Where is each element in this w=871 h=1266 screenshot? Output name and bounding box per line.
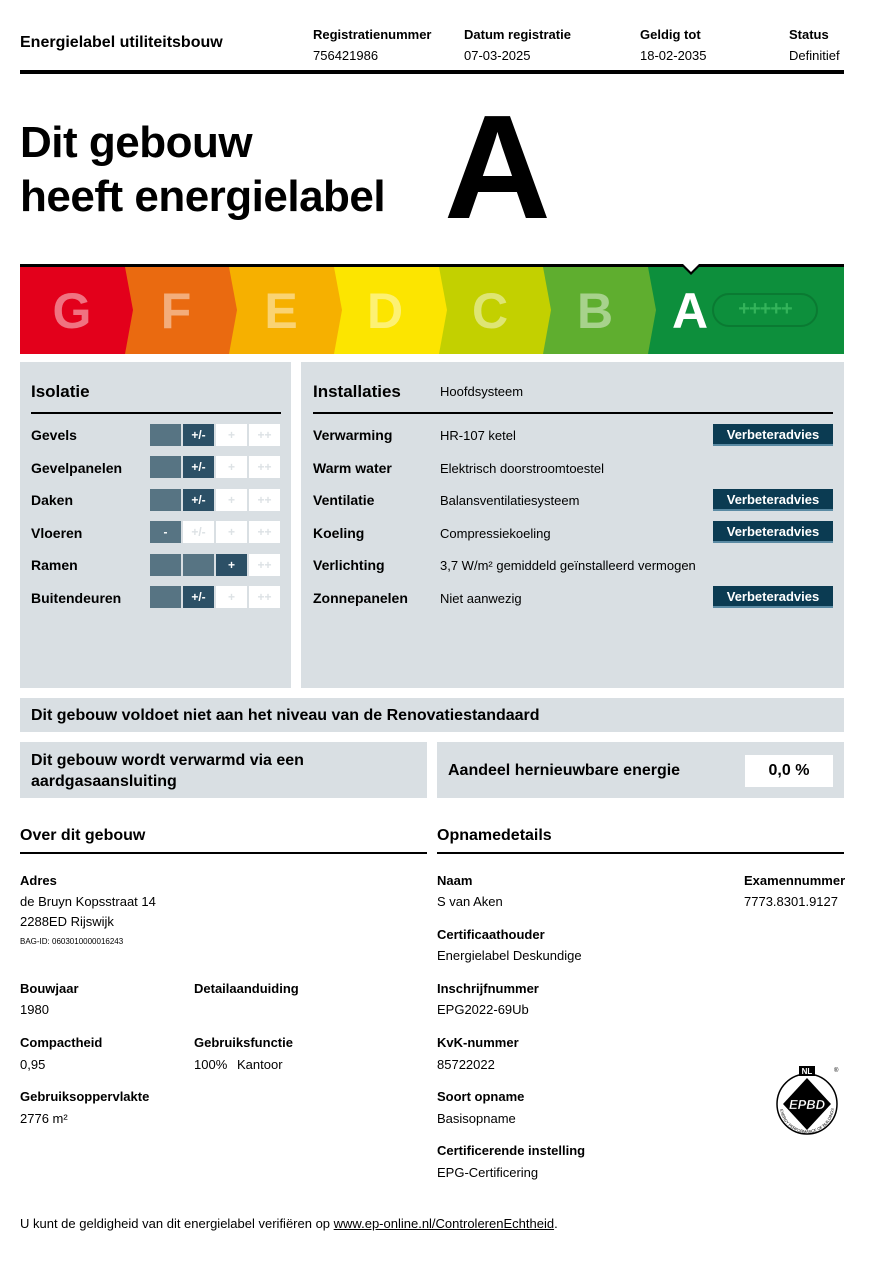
installatie-value-verlichting: 3,7 W/m² gemiddeld geïnstalleerd vermogen <box>440 558 696 573</box>
active-marker-inner <box>683 264 699 272</box>
svg-text:EPBD: EPBD <box>788 1097 826 1112</box>
datum-registratie <box>464 27 571 63</box>
isolatie-row-label: Vloeren <box>31 525 83 541</box>
datum-registratie-label: Datum registratie <box>464 27 571 42</box>
installatie-value-koeling: Compressiekoeling <box>440 526 551 541</box>
naam-value: S van Aken <box>437 894 503 909</box>
gebruiksfunctie-label: Gebruiksfunctie <box>194 1035 293 1050</box>
svg-text:®: ® <box>834 1068 839 1074</box>
isolatie-gauge <box>150 554 281 576</box>
verbeteradvies-button-zonnepanelen[interactable]: Verbeteradvies <box>713 586 833 608</box>
segment-d-letter: D <box>366 283 404 339</box>
isolatie-cell: +/- <box>183 586 214 608</box>
isolatie-row-label: Gevelpanelen <box>31 460 123 476</box>
hero-heading <box>20 116 385 224</box>
gebruiksoppervlakte-label: Gebruiksoppervlakte <box>20 1089 150 1104</box>
plus-indicator: +++++ <box>712 293 818 327</box>
certificaathouder-value: Energielabel Deskundige <box>437 948 582 963</box>
installatie-value-zonnepanelen: Niet aanwezig <box>440 591 522 606</box>
examennummer-label: Examennummer <box>744 873 846 888</box>
isolatie-cell <box>150 456 181 478</box>
hero-line-2: heeft energielabel <box>20 172 386 221</box>
opname-divider <box>437 852 844 854</box>
geldig-tot-value: 18-02-2035 <box>640 48 707 63</box>
certificaathouder-label: Certificaathouder <box>437 927 545 942</box>
adres-line-1: de Bruyn Kopsstraat 14 <box>20 894 156 909</box>
installaties-divider <box>313 412 833 414</box>
isolatie-cell: +/- <box>183 489 214 511</box>
soort-opname-value: Basisopname <box>437 1111 516 1126</box>
isolatie-cell: +/- <box>183 521 214 543</box>
detailaanduiding-label: Detailaanduiding <box>194 981 299 996</box>
status-value: Definitief <box>789 48 840 63</box>
verbeteradvies-button-verwarming[interactable]: Verbeteradvies <box>713 424 833 446</box>
registratienummer <box>313 27 431 63</box>
isolatie-row-label: Ramen <box>31 557 78 573</box>
certificerende-instelling-label: Certificerende instelling <box>437 1143 586 1158</box>
verwarming-text: Dit gebouw wordt verwarmd via een aardgasaansluiting <box>31 752 304 790</box>
segment-e-letter: E <box>264 283 298 339</box>
renovatie-text: Dit gebouw voldoet niet aan het niveau van de Renovatiestandaard <box>31 707 540 724</box>
header-divider <box>20 70 844 74</box>
segment-c-letter: C <box>471 283 509 339</box>
hernieuwbaar-label: Aandeel hernieuwbare energie <box>448 762 681 779</box>
isolatie-cell: + <box>216 586 247 608</box>
isolatie-cell: ++ <box>249 586 280 608</box>
verbeteradvies-button-koeling[interactable]: Verbeteradvies <box>713 521 833 543</box>
naam-label: Naam <box>437 873 473 888</box>
isolatie-divider <box>31 412 281 414</box>
isolatie-cell: + <box>216 424 247 446</box>
isolatie-row-label: Gevels <box>31 427 77 443</box>
verification-link[interactable]: www.ep-online.nl/ControlerenEchtheid <box>333 1216 555 1231</box>
installatie-value-verwarming: HR-107 ketel <box>440 428 516 443</box>
isolatie-cell: + <box>216 554 247 576</box>
registratienummer-value: 756421986 <box>313 48 379 63</box>
isolatie-gauge <box>150 521 281 543</box>
segment-g-letter: G <box>52 283 92 339</box>
isolatie-cell: ++ <box>249 424 280 446</box>
geldig-tot-label: Geldig tot <box>640 27 701 42</box>
installaties-subtitle: Hoofdsysteem <box>440 384 524 399</box>
installatie-label-verlichting: Verlichting <box>313 557 385 573</box>
isolatie-cell: + <box>216 521 247 543</box>
footer-prefix: U kunt de geldigheid van dit energielabel verifiëren op <box>20 1216 334 1231</box>
compactheid-value: 0,95 <box>20 1057 46 1072</box>
datum-registratie-value: 07-03-2025 <box>464 48 531 63</box>
gebruiksfunctie-value: Kantoor <box>237 1057 283 1072</box>
status <box>789 27 840 63</box>
bag-id: BAG-ID: 0603010000016243 <box>20 937 124 946</box>
installatie-value-ventilatie: Balansventilatiesysteem <box>440 493 580 508</box>
inschrijfnummer-label: Inschrijfnummer <box>437 981 539 996</box>
isolatie-cell: - <box>150 521 181 543</box>
compactheid-label: Compactheid <box>20 1035 103 1050</box>
svg-text:ENERGY PERFORMANCE OF BUILDING: ENERGY PERFORMANCE OF BUILDINGS <box>779 1107 835 1135</box>
kvk-label: KvK-nummer <box>437 1035 519 1050</box>
isolatie-gauge <box>150 586 281 608</box>
isolatie-cell <box>150 489 181 511</box>
installatie-value-warm-water: Elektrisch doorstroomtoestel <box>440 461 605 476</box>
isolatie-title: Isolatie <box>31 382 90 401</box>
hernieuwbaar-value: 0,0 % <box>745 755 833 787</box>
over-divider <box>20 852 427 854</box>
isolatie-cell: ++ <box>249 554 280 576</box>
isolatie-cell <box>150 586 181 608</box>
isolatie-gauge <box>150 424 281 446</box>
isolatie-gauge <box>150 456 281 478</box>
registratienummer-label: Registratienummer <box>313 27 432 42</box>
gebruiksfunctie-percentage: 100% <box>194 1057 228 1072</box>
isolatie-cell <box>150 554 181 576</box>
installatie-label-zonnepanelen: Zonnepanelen <box>313 590 408 606</box>
isolatie-cell: +/- <box>183 424 214 446</box>
footer-text <box>20 1216 558 1231</box>
isolatie-cell: +/- <box>183 456 214 478</box>
geldig-tot <box>640 27 707 63</box>
segment-b-letter: B <box>576 283 614 339</box>
soort-opname-label: Soort opname <box>437 1089 525 1104</box>
document-title: Energielabel utiliteitsbouw <box>20 34 223 51</box>
isolatie-cell: + <box>216 456 247 478</box>
adres-label: Adres <box>20 873 57 888</box>
isolatie-cell: ++ <box>249 521 280 543</box>
svg-text:NL: NL <box>801 1067 813 1076</box>
isolatie-cell <box>150 424 181 446</box>
over-title: Over dit gebouw <box>20 827 146 844</box>
bouwjaar-value: 1980 <box>20 1002 49 1017</box>
isolatie-cell: ++ <box>249 489 280 511</box>
kvk-value: 85722022 <box>437 1057 495 1072</box>
bouwjaar-label: Bouwjaar <box>20 981 79 996</box>
status-label: Status <box>789 27 829 42</box>
installatie-label-warm-water: Warm water <box>313 460 392 476</box>
isolatie-row-label: Daken <box>31 492 74 508</box>
epbd-logo-icon <box>770 1064 842 1140</box>
isolatie-cell: ++ <box>249 456 280 478</box>
isolatie-cell: + <box>216 489 247 511</box>
adres-line-2: 2288ED Rijswijk <box>20 914 114 929</box>
examennummer-value: 7773.8301.9127 <box>744 894 838 909</box>
hero-line-1: Dit gebouw <box>20 118 253 167</box>
isolatie-gauge <box>150 489 281 511</box>
isolatie-row-label: Buitendeuren <box>31 590 122 606</box>
footer-end: . <box>554 1216 558 1231</box>
gebruiksoppervlakte-value: 2776 m² <box>20 1111 68 1126</box>
installatie-label-verwarming: Verwarming <box>313 427 393 443</box>
installatie-label-ventilatie: Ventilatie <box>313 492 375 508</box>
inschrijfnummer-value: EPG2022-69Ub <box>437 1002 529 1017</box>
segment-f-letter: F <box>160 283 192 339</box>
energy-label-letter: A <box>444 85 551 250</box>
opname-title: Opnamedetails <box>437 827 552 844</box>
certificerende-instelling-value: EPG-Certificering <box>437 1165 539 1180</box>
verbeteradvies-button-ventilatie[interactable]: Verbeteradvies <box>713 489 833 511</box>
installaties-title: Installaties <box>313 382 401 401</box>
installatie-label-koeling: Koeling <box>313 525 365 541</box>
isolatie-cell <box>183 554 214 576</box>
segment-a-letter: A <box>671 283 709 339</box>
